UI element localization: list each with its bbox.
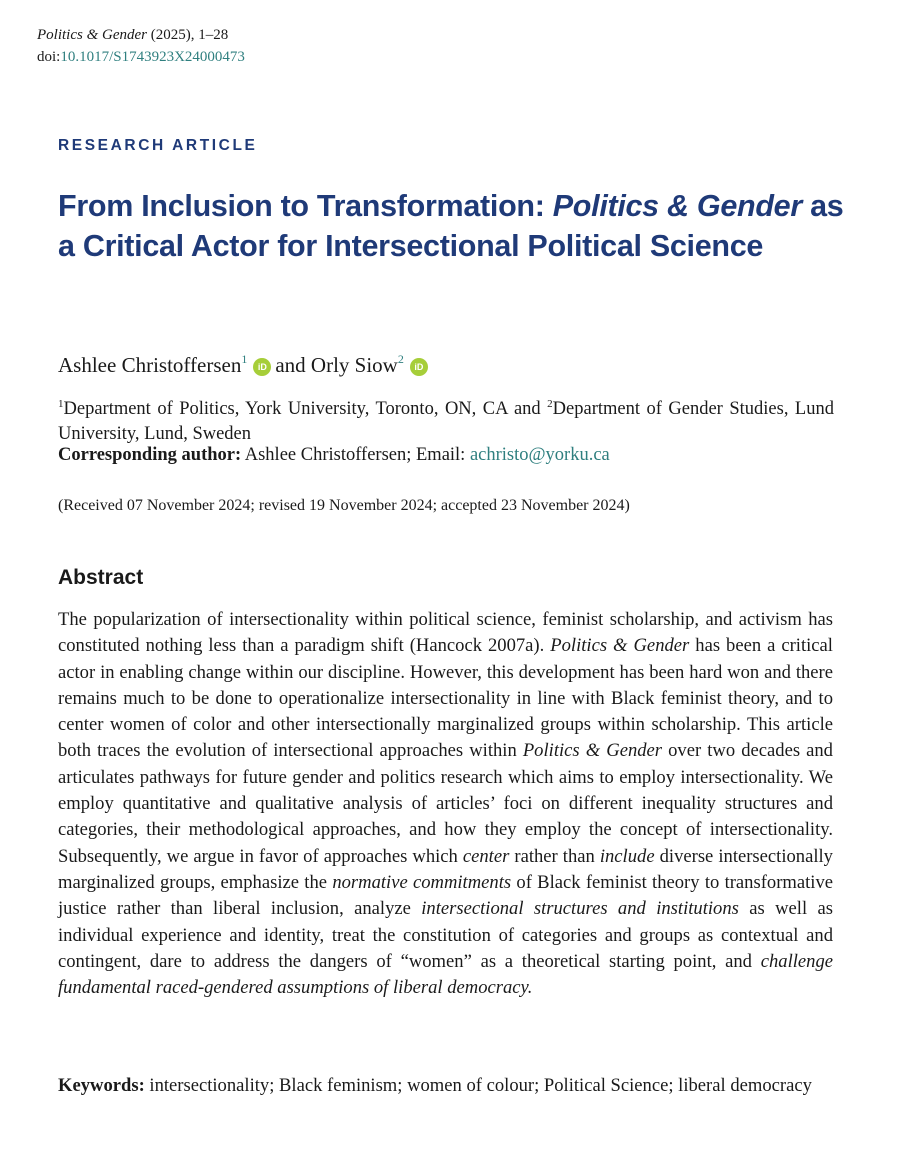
doi-line (37, 46, 245, 68)
affiliation-2-marker: 2 (547, 398, 553, 410)
affiliations (58, 392, 834, 447)
abstract-italic: normative commitments (332, 871, 512, 893)
received-dates: (Received 07 November 2024; revised 19 November 2024; accepted 23 November 2024) (58, 497, 630, 514)
title-journal-italic: Politics & Gender (552, 189, 802, 223)
author-2-affiliation-ref[interactable]: 2 (397, 352, 404, 366)
title-part-1: From Inclusion to Transformation: (58, 189, 553, 223)
abstract-italic: include (599, 845, 655, 867)
corresponding-author-label: Corresponding author: (58, 445, 242, 465)
journal-name: Politics & Gender (37, 27, 147, 43)
abstract-italic: center (462, 845, 510, 867)
doi-prefix: doi: (37, 49, 61, 65)
article-title (58, 186, 858, 266)
corresponding-author-text: Ashlee Christoffersen; Email: (241, 445, 470, 465)
abstract-italic: intersectional structures and institutions (421, 898, 739, 920)
affiliation-1-text: Department of Politics, York University, Toronto, ON, CA and (63, 399, 548, 419)
author-2-name: Orly Siow (310, 353, 398, 377)
abstract-text: has been a critical actor in enabling change within our discipline. However, this development has been hard won and there remains much to be done to operationalize intersectionality in line with Black feminist theory, and to center women of color and other intersectionally marginalized groups within scholarship. This article both traces the evolution of intersectional approaches within (58, 635, 833, 762)
abstract-text: as well as individual experience and identity, treat the constitution of categories and groups as contextual and contingent, dare to address the dangers of “women” as a theoretical starting point, and (58, 898, 833, 972)
abstract-body (58, 607, 833, 1001)
abstract-italic: Politics & Gender (522, 740, 663, 762)
abstract-text: rather than (509, 845, 600, 867)
author-list (58, 344, 432, 380)
email-link[interactable]: achristo@yorku.ca (469, 445, 610, 465)
title-part-3: as a Critical Actor for Intersectional Political Science (58, 189, 844, 263)
affiliation-1-marker: 1 (58, 398, 64, 410)
abstract-italic: challenge fundamental raced-gendered assumptions of liberal democracy. (58, 950, 833, 999)
orcid-icon[interactable]: iD (410, 358, 428, 376)
keywords-label: Keywords: (58, 1075, 145, 1096)
author-1-affiliation-ref[interactable]: 1 (241, 352, 248, 366)
abstract-text: over two decades and articulates pathways for future gender and politics research which aims to employ intersectionality. We employ quantitative and qualitative analysis of articles’ foci on different inequality structures and categories, their methodological approaches, and how they employ the concept of intersectionality. Subsequently, we argue in favor of approaches which (58, 740, 833, 867)
abstract-text: diverse intersectionally marginalized groups, emphasize the (58, 845, 833, 893)
author-1-name: Ashlee Christoffersen (58, 353, 242, 377)
abstract-heading: Abstract (58, 566, 144, 589)
author-connector: and (275, 353, 306, 377)
doi-link[interactable]: 10.1017/S1743923X24000473 (60, 49, 245, 65)
journal-year-pages: (2025), 1–28 (146, 27, 229, 43)
affiliation-2-text: Department of Gender Studies, Lund University, Lund, Sweden (58, 399, 834, 444)
keywords (58, 1073, 833, 1099)
keywords-list: intersectionality; Black feminism; women of colour; Political Science; liberal democracy (144, 1075, 812, 1096)
orcid-icon[interactable]: iD (253, 358, 271, 376)
article-type-label: RESEARCH ARTICLE (58, 137, 258, 154)
journal-citation (37, 24, 228, 46)
corresponding-author (58, 443, 610, 468)
abstract-text: The popularization of intersectionality within political science, feminist scholarship, and activism has constituted nothing less than a paradigm shift (Hancock 2007a). (58, 609, 833, 657)
abstract-italic: Politics & Gender (550, 635, 690, 657)
abstract-text: of Black feminist theory to transformative justice rather than liberal inclusion, analyze (58, 871, 833, 920)
